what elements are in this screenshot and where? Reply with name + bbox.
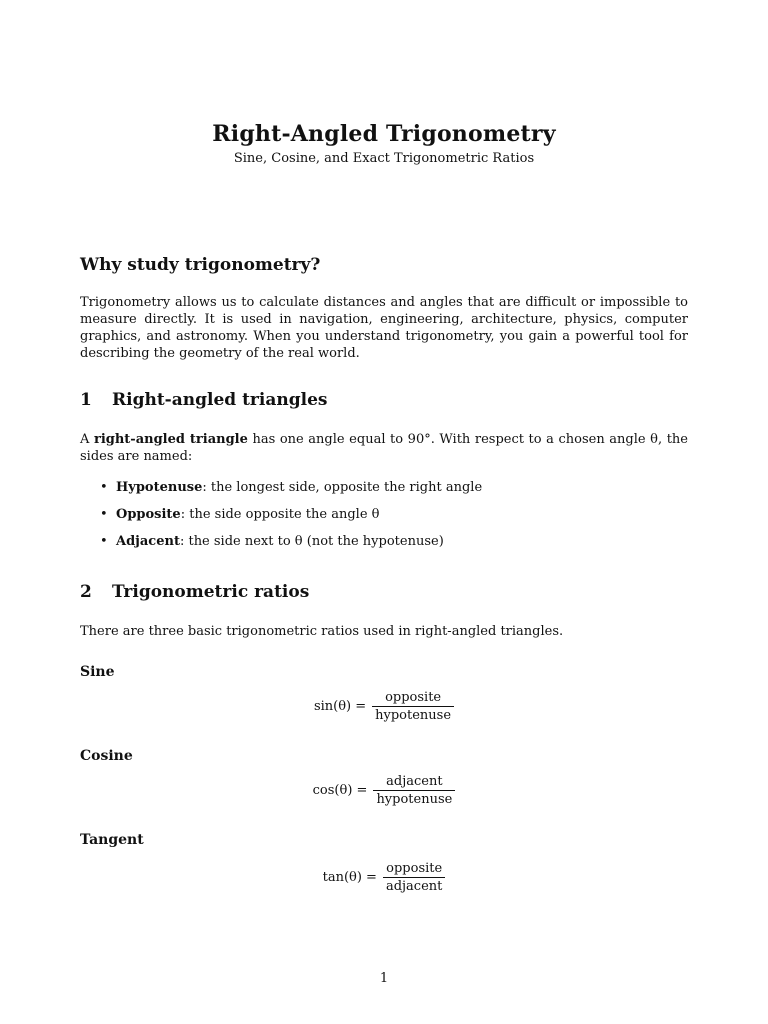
equation-lhs: sin(θ) = (313, 699, 367, 714)
list-item (96, 480, 482, 495)
list-item-desc: : the longest side, opposite the right angle (202, 480, 483, 495)
fraction-numerator: opposite (385, 690, 442, 705)
sine-equation (0, 690, 768, 723)
section-1-intro-term: right-angled triangle (93, 432, 248, 447)
document-subtitle: Sine, Cosine, and Exact Trigonometric Ratios (233, 151, 535, 166)
section-1-intro-suffix: has one angle equal to 90°. With respect to a chosen angle θ, the sides are named: (80, 432, 688, 464)
section-1-intro (80, 431, 688, 465)
list-item-term: Hypotenuse (116, 480, 203, 495)
fraction (383, 861, 445, 894)
bullet-icon: • (100, 534, 108, 549)
sine-heading: Sine (80, 664, 115, 680)
why-paragraph: Trigonometry allows us to calculate distances and angles that are difficult or impossible to measure directly. It is used in navigation, engineering, architecture, physics, computer graphics, and astronomy. When you understand trigonometry, you gain a powerful tool for describing the geometry of the real world. (80, 295, 688, 361)
list-item-term: Adjacent (116, 534, 180, 549)
list-item (96, 534, 444, 549)
page-number: 1 (379, 971, 389, 986)
fraction (373, 774, 455, 807)
list-item-term: Opposite (116, 507, 181, 522)
section-2-intro: There are three basic trigonometric ratios used in right-angled triangles. (80, 624, 564, 639)
fraction-denominator: hypotenuse (372, 706, 454, 723)
section-2-title: Trigonometric ratios (112, 582, 310, 602)
document-title: Right-Angled Trigonometry (212, 121, 556, 147)
section-1-heading (80, 390, 327, 410)
section-2-number: 2 (80, 582, 92, 602)
list-item (96, 507, 379, 522)
fraction (372, 690, 454, 723)
cosine-heading: Cosine (80, 748, 133, 764)
bullet-icon: • (100, 507, 108, 522)
fraction-numerator: adjacent (386, 774, 443, 789)
section-1-number: 1 (80, 390, 92, 410)
list-item-desc: : the side opposite the angle θ (180, 507, 380, 522)
list-item-desc: : the side next to θ (not the hypotenuse) (179, 534, 444, 549)
section-2-heading (80, 582, 309, 602)
tangent-heading: Tangent (80, 832, 144, 848)
fraction-numerator: opposite (386, 861, 443, 876)
equation-lhs: tan(θ) = (322, 870, 377, 885)
fraction-denominator: hypotenuse (373, 790, 455, 807)
fraction-denominator: adjacent (383, 877, 445, 894)
equation-lhs: cos(θ) = (312, 783, 368, 798)
cosine-equation (0, 774, 768, 807)
section-1-title: Right-angled triangles (112, 390, 328, 410)
why-heading: Why study trigonometry? (80, 255, 321, 275)
section-1-intro-prefix: A (80, 432, 94, 447)
bullet-icon: • (100, 480, 108, 495)
tangent-equation (0, 861, 768, 894)
